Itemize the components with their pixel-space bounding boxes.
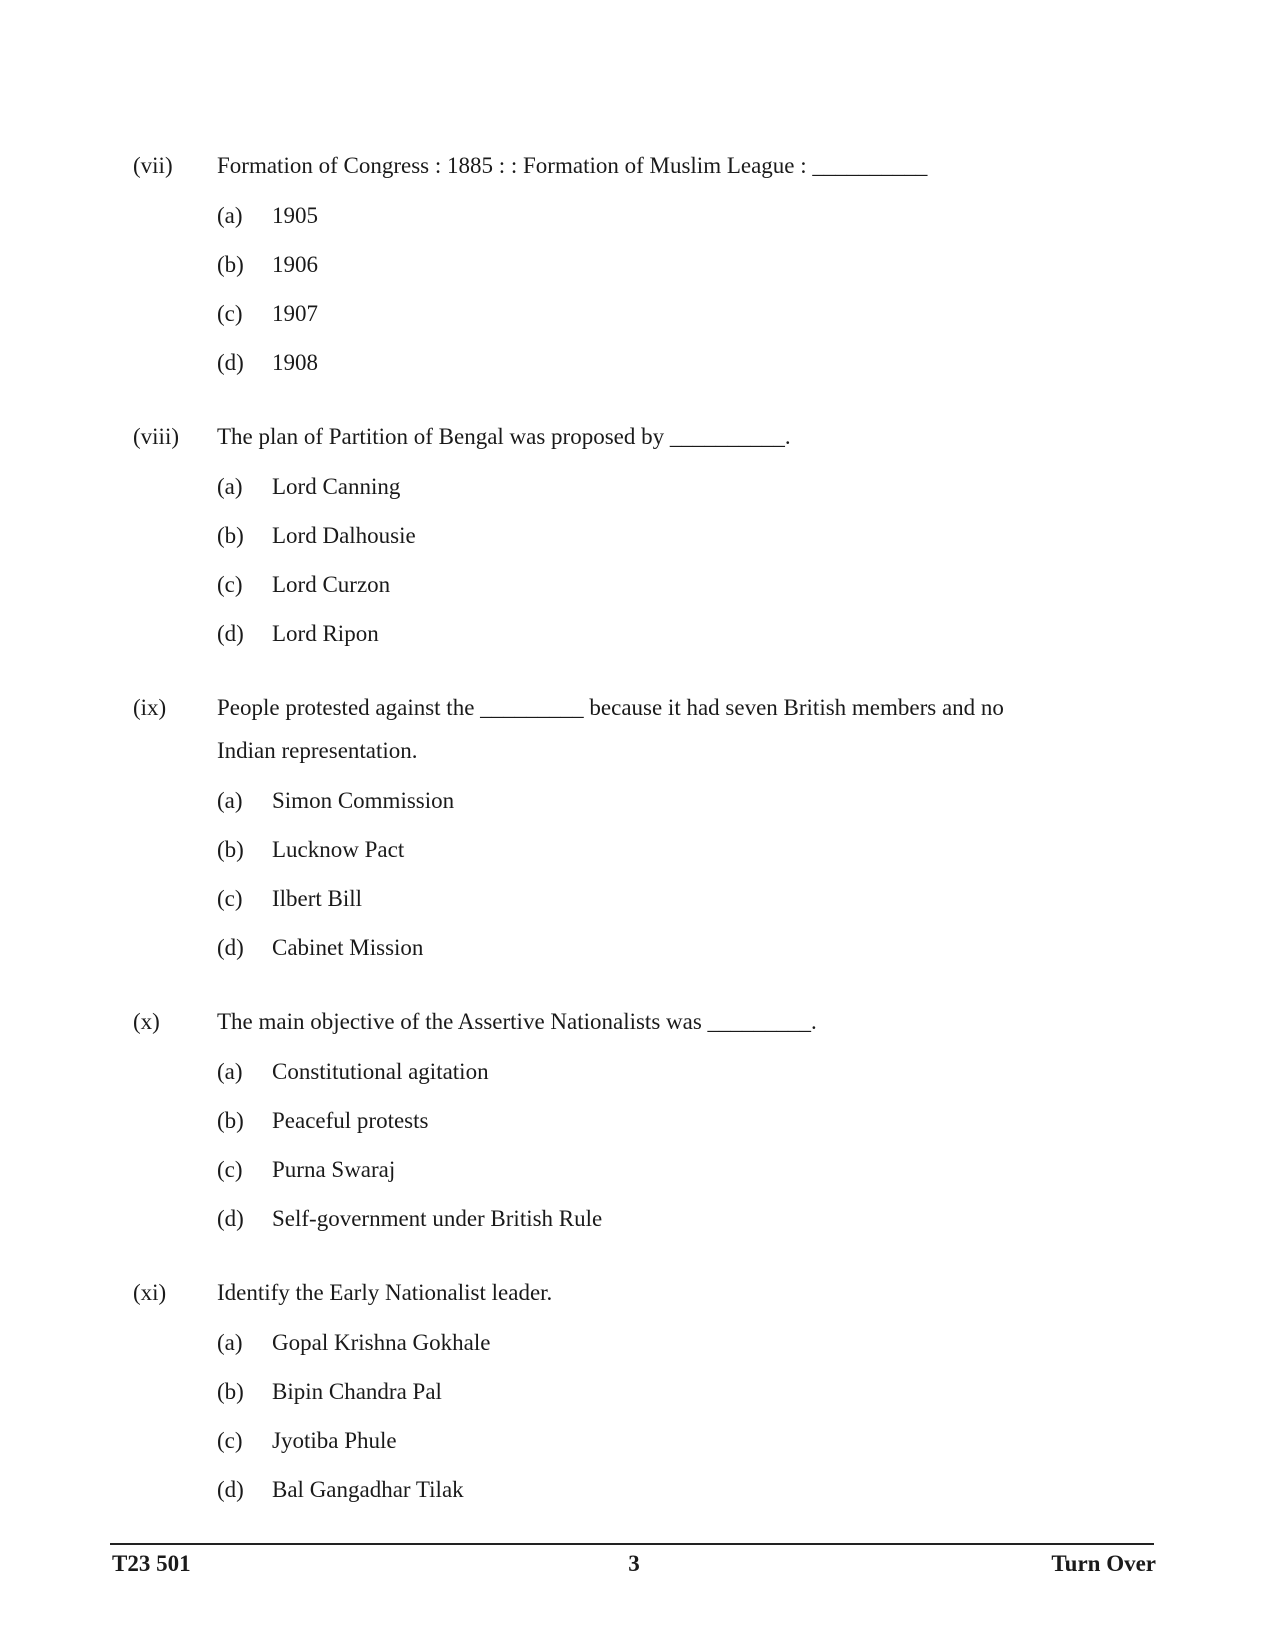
question-viii: [133, 415, 1133, 658]
option-text: Simon Commission: [272, 788, 455, 813]
option-letter: (b): [217, 523, 244, 548]
option-a: [217, 1318, 1133, 1367]
question-xi: [133, 1271, 1133, 1514]
option-text: 1908: [272, 350, 318, 375]
option-text: Gopal Krishna Gokhale: [272, 1330, 491, 1355]
option-d: [217, 609, 1133, 658]
option-letter: (b): [217, 1379, 244, 1404]
option-c: [217, 1416, 1133, 1465]
question-x: [133, 1000, 1133, 1243]
paper-code: T23 501: [112, 1551, 191, 1576]
page-number: 3: [628, 1551, 640, 1576]
question-header: [133, 1271, 1133, 1314]
option-letter: (d): [217, 621, 244, 646]
option-a: [217, 191, 1133, 240]
page-footer: [112, 1551, 1156, 1585]
question-header: [133, 1000, 1133, 1043]
option-letter: (d): [217, 1206, 244, 1231]
question-header: [133, 144, 1133, 187]
option-text: 1906: [272, 252, 318, 277]
option-text: Bal Gangadhar Tilak: [272, 1477, 464, 1502]
option-list: [217, 462, 1133, 658]
option-d: [217, 923, 1133, 972]
question-header: [133, 686, 1133, 772]
question-number: (ix): [133, 695, 167, 720]
option-d: [217, 1194, 1133, 1243]
option-letter: (a): [217, 474, 243, 499]
option-list: [217, 1047, 1133, 1243]
option-text: Cabinet Mission: [272, 935, 424, 960]
question-ix: [133, 686, 1133, 972]
option-text: Lucknow Pact: [272, 837, 405, 862]
question-list: [133, 144, 1133, 1542]
option-letter: (d): [217, 935, 244, 960]
option-text: Lord Ripon: [272, 621, 379, 646]
option-text: Purna Swaraj: [272, 1157, 396, 1182]
question-number: (xi): [133, 1280, 167, 1305]
option-letter: (c): [217, 301, 243, 326]
question-text: Identify the Early Nationalist leader.: [217, 1280, 553, 1305]
option-b: [217, 511, 1133, 560]
option-text: Constitutional agitation: [272, 1059, 489, 1084]
option-text: Lord Curzon: [272, 572, 391, 597]
option-letter: (b): [217, 837, 244, 862]
option-letter: (c): [217, 886, 243, 911]
option-c: [217, 560, 1133, 609]
option-letter: (b): [217, 252, 244, 277]
option-b: [217, 825, 1133, 874]
option-text: 1905: [272, 203, 318, 228]
option-a: [217, 776, 1133, 825]
option-letter: (c): [217, 572, 243, 597]
option-letter: (c): [217, 1428, 243, 1453]
option-c: [217, 1145, 1133, 1194]
question-text: The main objective of the Assertive Nationalists was _________.: [217, 1009, 817, 1034]
option-b: [217, 240, 1133, 289]
option-text: Jyotiba Phule: [272, 1428, 397, 1453]
question-text: Formation of Congress : 1885 : : Formation of Muslim League : __________: [217, 153, 928, 178]
question-header: [133, 415, 1133, 458]
option-text: Bipin Chandra Pal: [272, 1379, 442, 1404]
option-text: 1907: [272, 301, 318, 326]
option-c: [217, 874, 1133, 923]
turn-over-label: Turn Over: [1051, 1551, 1156, 1576]
footer-divider: [110, 1543, 1154, 1545]
question-text: The plan of Partition of Bengal was proposed by __________.: [217, 424, 791, 449]
option-b: [217, 1367, 1133, 1416]
option-text: Lord Dalhousie: [272, 523, 416, 548]
option-list: [217, 776, 1133, 972]
option-d: [217, 338, 1133, 387]
question-vii: [133, 144, 1133, 387]
option-a: [217, 462, 1133, 511]
option-text: Self-government under British Rule: [272, 1206, 603, 1231]
option-text: Ilbert Bill: [272, 886, 363, 911]
option-letter: (c): [217, 1157, 243, 1182]
option-letter: (d): [217, 1477, 244, 1502]
option-b: [217, 1096, 1133, 1145]
option-letter: (a): [217, 1059, 243, 1084]
option-letter: (d): [217, 350, 244, 375]
question-text: People protested against the _________ because it had seven British members and no Indian representation.: [217, 695, 1004, 763]
option-c: [217, 289, 1133, 338]
option-text: Peaceful protests: [272, 1108, 429, 1133]
option-list: [217, 191, 1133, 387]
option-letter: (b): [217, 1108, 244, 1133]
option-d: [217, 1465, 1133, 1514]
option-text: Lord Canning: [272, 474, 401, 499]
question-number: (x): [133, 1009, 160, 1034]
option-list: [217, 1318, 1133, 1514]
option-a: [217, 1047, 1133, 1096]
option-letter: (a): [217, 788, 243, 813]
question-number: (viii): [133, 424, 179, 449]
option-letter: (a): [217, 1330, 243, 1355]
option-letter: (a): [217, 203, 243, 228]
question-number: (vii): [133, 153, 173, 178]
